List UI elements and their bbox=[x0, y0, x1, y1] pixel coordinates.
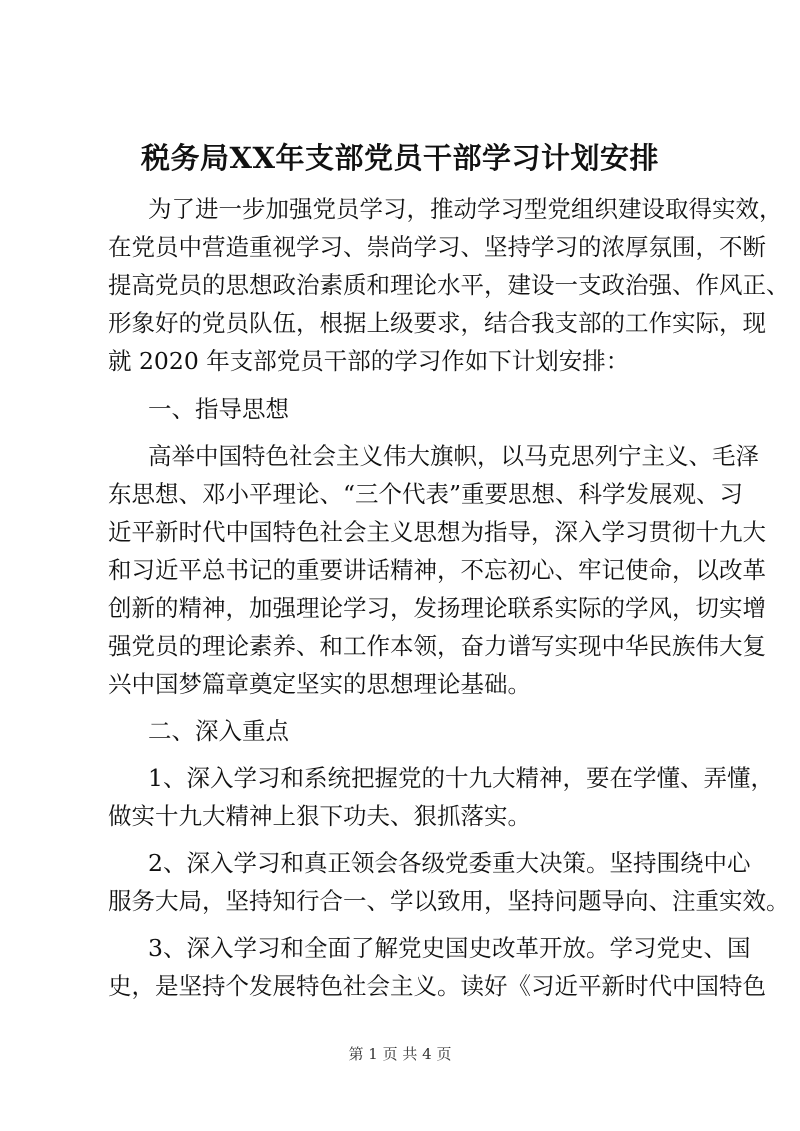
paragraph-line: 强党员的理论素养、和工作本领，奋力谱写实现中华民族伟大复 bbox=[108, 632, 766, 660]
paragraph-line: 史，是坚持个发展特色社会主义。读好《习近平新时代中国特色 bbox=[108, 972, 766, 1000]
section-heading: 二、深入重点 bbox=[148, 717, 289, 745]
paragraph-line: 和习近平总书记的重要讲话精神，不忘初心、牢记使命，以改革 bbox=[108, 556, 766, 584]
paragraph-line: 就 2020 年支部党员干部的学习作如下计划安排： bbox=[108, 347, 630, 375]
paragraph-line: 高举中国特色社会主义伟大旗帜，以马克思列宁主义、毛泽 bbox=[148, 442, 759, 470]
paragraph-line: 东思想、邓小平理论、“三个代表”重要思想、科学发展观、习 bbox=[108, 480, 744, 508]
paragraph-line: 服务大局，坚持知行合一、学以致用，坚持问题导向、注重实效。 bbox=[108, 887, 790, 915]
paragraph-line: 兴中国梦篇章奠定坚实的思想理论基础。 bbox=[108, 670, 531, 698]
paragraph-line: 做实十九大精神上狠下功夫、狠抓落实。 bbox=[108, 802, 531, 830]
paragraph-line: 形象好的党员队伍，根据上级要求，结合我支部的工作实际，现 bbox=[108, 309, 766, 337]
paragraph-line: 1、深入学习和系统把握党的十九大精神，要在学懂、弄懂， bbox=[148, 764, 774, 792]
document-title: 税务局XX年支部党员干部学习计划安排 bbox=[140, 141, 659, 175]
section-heading: 一、指导思想 bbox=[148, 395, 289, 423]
paragraph-line: 创新的精神，加强理论学习，发扬理论联系实际的学风，切实增 bbox=[108, 594, 766, 622]
paragraph-line: 为了进一步加强党员学习，推动学习型党组织建设取得实效， bbox=[148, 195, 783, 223]
page-number-footer: 第 1 页 共 4 页 bbox=[348, 1045, 452, 1063]
paragraph-line: 近平新时代中国特色社会主义思想为指导，深入学习贯彻十九大 bbox=[108, 518, 766, 546]
paragraph-line: 提高党员的思想政治素质和理论水平，建设一支政治强、作风正、 bbox=[108, 271, 790, 299]
paragraph-line: 2、深入学习和真正领会各级党委重大决策。坚持围绕中心 bbox=[148, 849, 751, 877]
paragraph-line: 在党员中营造重视学习、崇尚学习、坚持学习的浓厚氛围，不断 bbox=[108, 233, 766, 261]
paragraph-line: 3、深入学习和全面了解党史国史改革开放。学习党史、国 bbox=[148, 934, 751, 962]
